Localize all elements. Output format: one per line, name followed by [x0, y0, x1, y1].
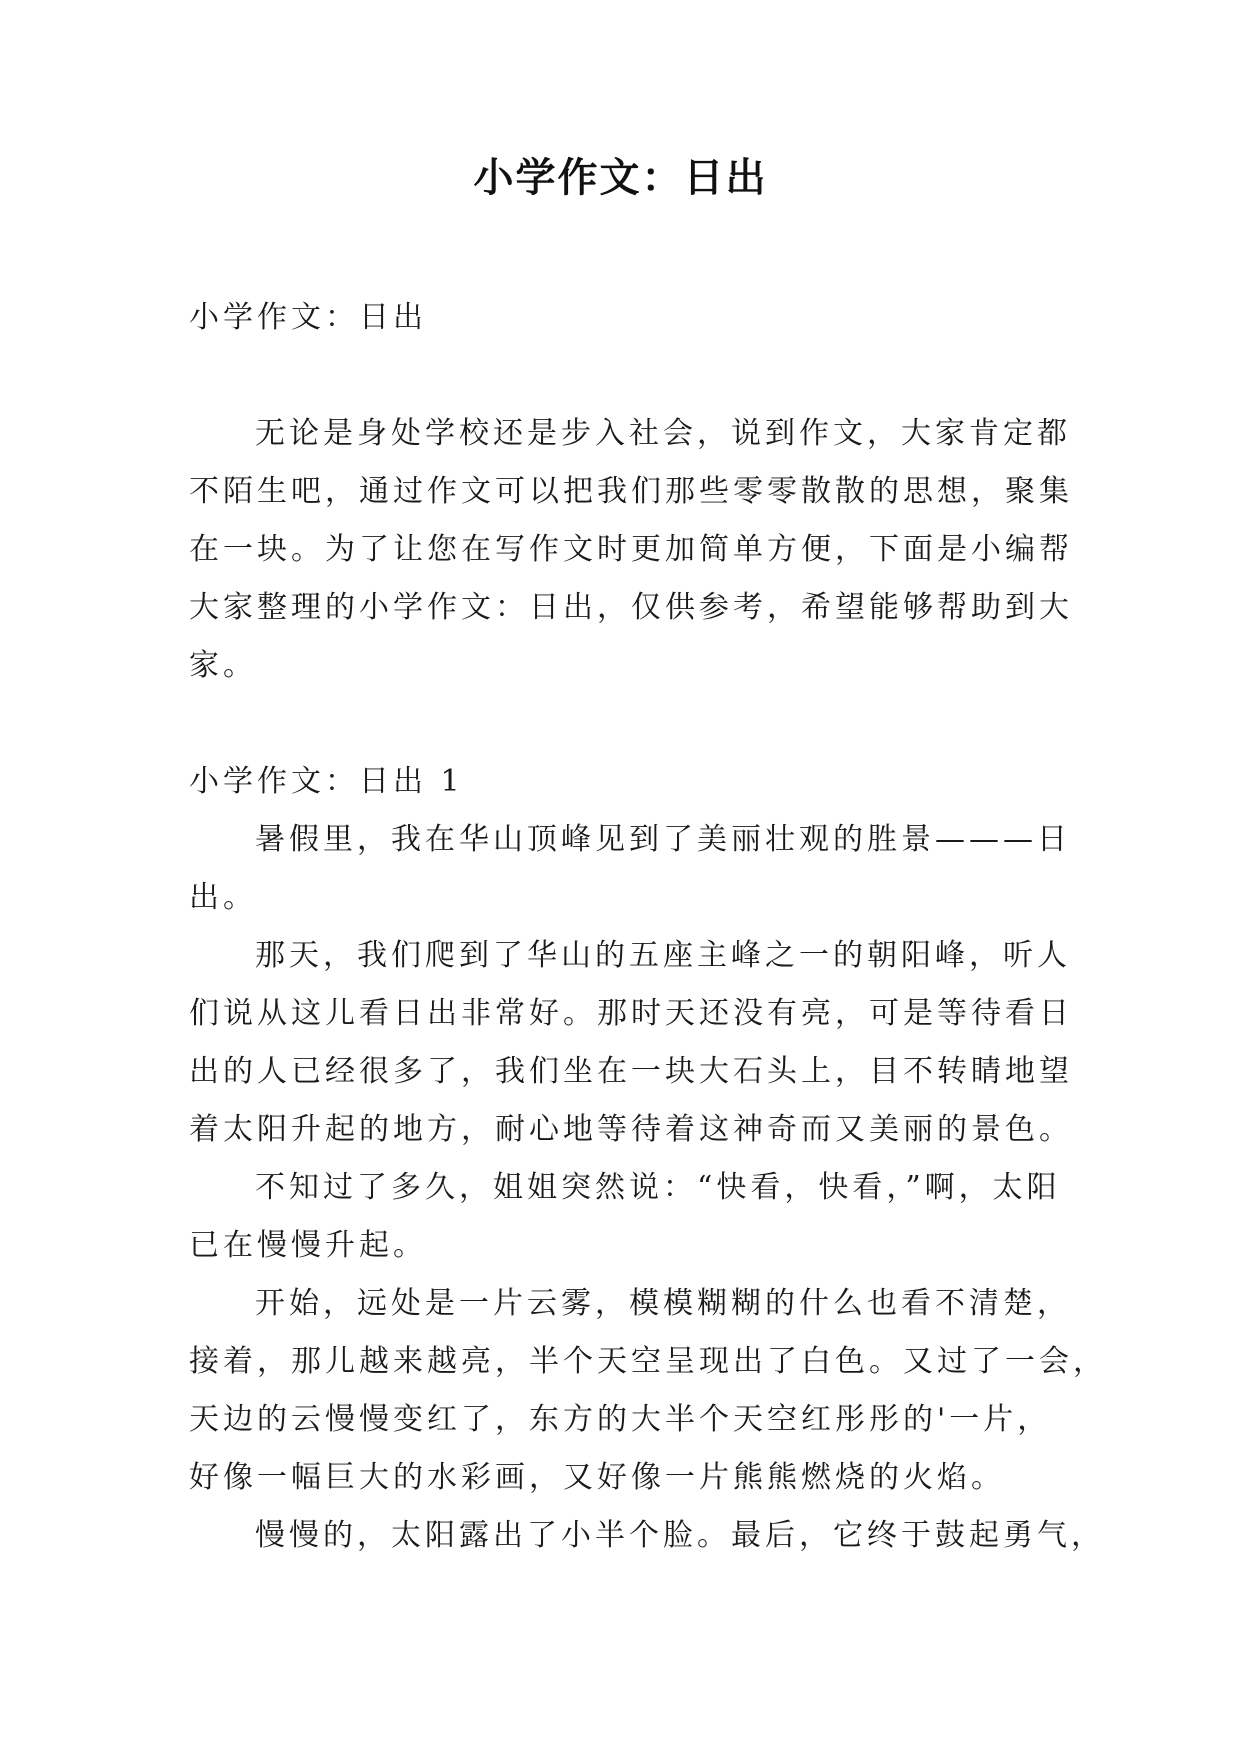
paragraph-line: 好像一幅巨大的水彩画，又好像一片熊熊燃烧的火焰。: [189, 1460, 1005, 1495]
paragraph-line: 那天，我们爬到了华山的五座主峰之一的朝阳峰，听人: [255, 938, 1071, 973]
intro-line: 家。: [189, 648, 257, 683]
intro-line: 无论是身处学校还是步入社会，说到作文，大家肯定都: [255, 416, 1071, 451]
document-title: 小学作文：日出: [473, 154, 768, 201]
document-subtitle: 小学作文：日出: [189, 300, 427, 335]
spacer: [189, 695, 1059, 753]
paragraph-line: 天边的云慢慢变红了，东方的大半个天空红彤彤的'一片，: [189, 1402, 1052, 1437]
paragraph-line: 接着，那儿越来越亮，半个天空呈现出了白色。又过了一会，: [189, 1344, 1107, 1379]
document-body: [189, 289, 1107, 1565]
paragraph-line: 不知过了多久，姐姐突然说：“快看，快看，”啊，太阳: [255, 1170, 1061, 1205]
paragraph-line: 出的人已经很多了，我们坐在一块大石头上，目不转睛地望: [189, 1054, 1073, 1089]
paragraph-line: 开始，远处是一片云雾，模模糊糊的什么也看不清楚，: [255, 1286, 1071, 1321]
paragraph-line: 着太阳升起的地方，耐心地等待着这神奇而又美丽的景色。: [189, 1112, 1073, 1147]
paragraph-line: 暑假里，我在华山顶峰见到了美丽壮观的胜景———日: [255, 822, 1071, 857]
spacer: [189, 347, 1059, 405]
paragraph-line: 出。: [189, 880, 257, 915]
paragraph-line: 们说从这儿看日出非常好。那时天还没有亮，可是等待看日: [189, 996, 1073, 1031]
section-heading: 小学作文：日出 1: [189, 764, 464, 799]
intro-line: 在一块。为了让您在写作文时更加简单方便，下面是小编帮: [189, 532, 1073, 567]
paragraph-line: 慢慢的，太阳露出了小半个脸。最后，它终于鼓起勇气，: [255, 1518, 1105, 1553]
intro-line: 不陌生吧，通过作文可以把我们那些零零散散的思想，聚集: [189, 474, 1073, 509]
paragraph-line: 已在慢慢升起。: [189, 1228, 427, 1263]
intro-line: 大家整理的小学作文：日出，仅供参考，希望能够帮助到大: [189, 590, 1073, 625]
